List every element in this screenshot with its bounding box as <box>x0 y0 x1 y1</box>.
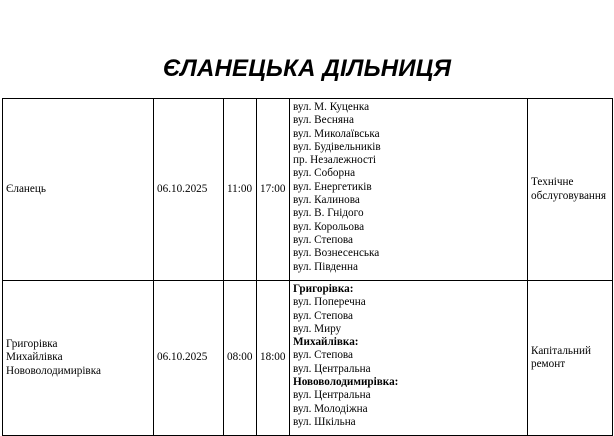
work-type-cell <box>528 99 613 281</box>
street-item: вул. М. Куценка <box>293 101 370 113</box>
street-item: вул. Миколаївська <box>293 127 380 140</box>
street-item: вул. Центральна <box>293 362 371 375</box>
table-row <box>3 99 613 281</box>
work-type-line: Технічне <box>531 176 574 189</box>
settlement-name: Михайлівка <box>6 351 63 364</box>
date-cell: 06.10.2025 <box>154 281 224 436</box>
settlement-cell <box>3 281 154 436</box>
settlement-name: Григорівка <box>6 338 58 351</box>
table-row <box>3 281 613 436</box>
street-item: вул. Енергетиків <box>293 180 372 193</box>
street-item: вул. Соборна <box>293 167 356 180</box>
page-title: ЄЛАНЕЦЬКА ДІЛЬНИЦЯ <box>162 55 452 82</box>
street-item: вул. Будівельників <box>293 140 381 153</box>
streets-cell <box>290 99 528 281</box>
settlement-subheading: Михайлівка: <box>293 336 359 349</box>
streets-cell <box>290 281 528 436</box>
street-item: вул. Центральна <box>293 389 371 402</box>
street-item: вул. Шкільна <box>293 415 356 428</box>
street-item: вул. В. Гнідого <box>293 207 364 220</box>
time-to-cell: 17:00 <box>257 99 290 281</box>
work-type-line: ремонт <box>531 358 566 370</box>
street-item: вул. Південна <box>293 260 358 273</box>
street-item: вул. Миру <box>293 322 342 335</box>
time-from-cell: 08:00 <box>224 281 257 436</box>
date-cell: 06.10.2025 <box>154 99 224 281</box>
street-item: пр. Незалежності <box>293 154 376 167</box>
street-item: вул. Калинова <box>293 194 360 207</box>
time-to-cell: 18:00 <box>257 281 290 436</box>
settlement-cell <box>3 99 154 281</box>
work-type-cell <box>528 281 613 436</box>
settlement-subheading: Григорівка: <box>293 283 354 295</box>
street-item: вул. Молодіжна <box>293 402 368 415</box>
settlement-name: Нововолодимирівка <box>6 364 101 377</box>
street-item: вул. Вознесенська <box>293 247 380 260</box>
street-item: вул. Корольова <box>293 220 365 233</box>
work-type-line: Капітальний <box>531 344 591 357</box>
street-item: вул. Весняна <box>293 114 354 127</box>
street-item: вул. Поперечна <box>293 296 366 309</box>
work-type-line: обслуговування <box>531 189 607 202</box>
street-item: вул. Степова <box>293 233 354 246</box>
outage-schedule-table <box>2 98 613 436</box>
time-from-cell: 11:00 <box>224 99 257 281</box>
settlement-subheading: Нововолодимирівка: <box>293 376 399 389</box>
street-item: вул. Степова <box>293 309 354 322</box>
settlement-name: Єланець <box>6 182 46 195</box>
street-item: вул. Степова <box>293 349 354 362</box>
